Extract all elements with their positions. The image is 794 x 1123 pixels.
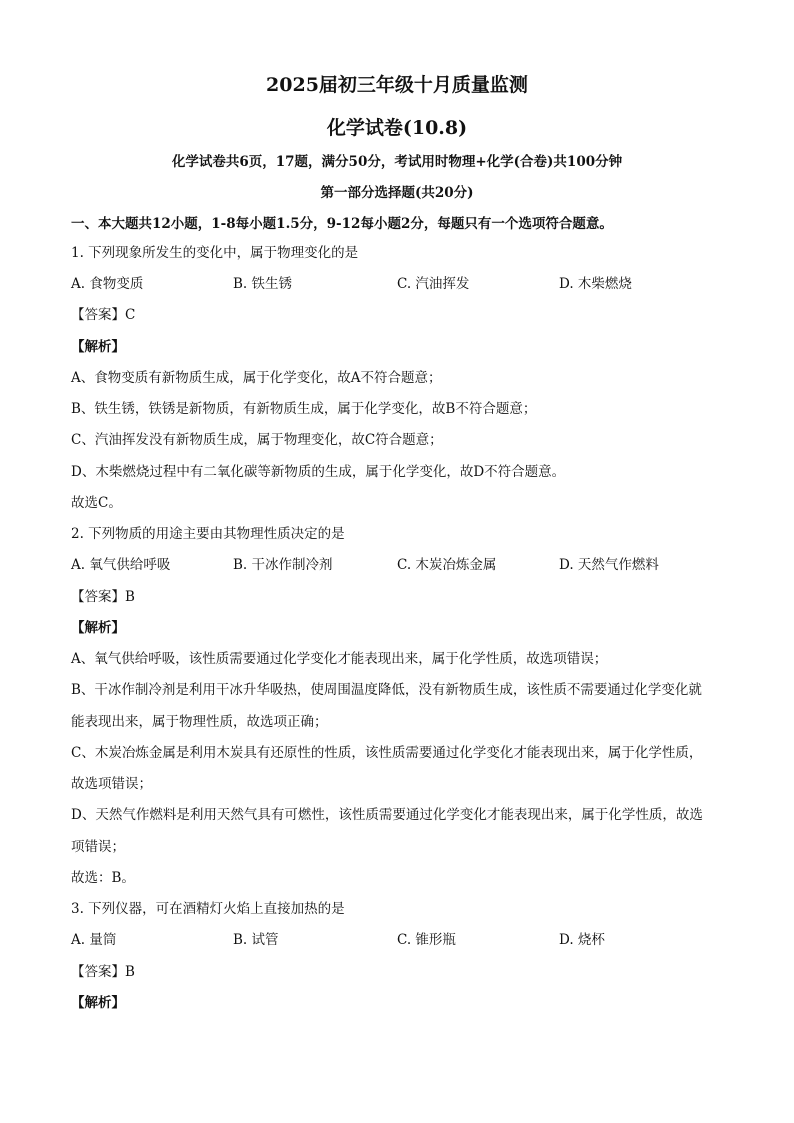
q2-analysis-line: B、干冰作制冷剂是利用干冰升华吸热，使周围温度降低，没有新物质生成，该性质不需要通过化学变化就 [71, 682, 702, 698]
q1-option-c: C. 汽油挥发 [397, 276, 470, 292]
q1-analysis-label: 【解析】 [71, 339, 125, 355]
q3-option-c: C. 锥形瓶 [397, 932, 456, 948]
q2-option-a: A. 氧气供给呼吸 [71, 557, 171, 573]
question-3-stem: 3. 下列仪器，可在酒精灯火焰上直接加热的是 [71, 901, 345, 917]
question-1-stem: 1. 下列现象所发生的变化中，属于物理变化的是 [71, 245, 359, 261]
q1-option-a: A. 食物变质 [71, 276, 144, 292]
part-heading: 第一部分选择题(共20分) [320, 185, 474, 201]
q2-analysis-line: 故选项错误； [71, 776, 152, 792]
section-heading: 一、本大题共12小题，1-8每小题1.5分，9-12每小题2分，每题只有一个选项符合题意。 [71, 216, 613, 232]
exam-info: 化学试卷共6页，17题，满分50分，考试用时物理+化学(合卷)共100分钟 [171, 154, 623, 170]
q1-option-d: D. 木柴燃烧 [559, 276, 632, 292]
q3-answer: 【答案】B [71, 964, 135, 980]
q1-analysis-line: B、铁生锈，铁锈是新物质，有新物质生成，属于化学变化，故B不符合题意； [71, 401, 537, 417]
q2-answer: 【答案】B [71, 589, 135, 605]
q2-analysis-label: 【解析】 [71, 620, 125, 636]
q1-analysis-line: A、食物变质有新物质生成，属于化学变化，故A不符合题意； [71, 370, 442, 386]
q2-analysis-line: 项错误； [71, 839, 125, 855]
q3-option-d: D. 烧杯 [559, 932, 605, 948]
q2-analysis-line: C、木炭冶炼金属是利用木炭具有还原性的性质，该性质需要通过化学变化才能表现出来，属于化学性质， [71, 745, 703, 761]
q2-option-d: D. 天然气作燃料 [559, 557, 659, 573]
exam-title: 2025届初三年级十月质量监测 [266, 74, 528, 96]
q3-option-a: A. 量筒 [71, 932, 117, 948]
exam-subject-title: 化学试卷(10.8) [326, 117, 468, 139]
question-2-stem: 2. 下列物质的用途主要由其物理性质决定的是 [71, 526, 345, 542]
q2-analysis-line: 能表现出来，属于物理性质，故选项正确； [71, 714, 328, 730]
q1-analysis-line: D、木柴燃烧过程中有二氧化碳等新物质的生成，属于化学变化，故D不符合题意。 [71, 464, 566, 480]
q1-answer: 【答案】C [71, 307, 136, 323]
q1-analysis-line: C、汽油挥发没有新物质生成，属于物理变化，故C符合题意； [71, 432, 443, 448]
q2-option-c: C. 木炭冶炼金属 [397, 557, 497, 573]
q2-conclusion: 故选：B。 [71, 870, 135, 886]
q1-option-b: B. 铁生锈 [233, 276, 293, 292]
q3-analysis-label: 【解析】 [71, 995, 125, 1011]
q2-option-b: B. 干冰作制冷剂 [233, 557, 333, 573]
q3-option-b: B. 试管 [233, 932, 279, 948]
q2-analysis-line: A、氧气供给呼吸，该性质需要通过化学变化才能表现出来，属于化学性质，故选项错误； [71, 651, 608, 667]
q2-analysis-line: D、天然气作燃料是利用天然气具有可燃性，该性质需要通过化学变化才能表现出来，属于化学性质，故选 [71, 807, 703, 823]
q1-conclusion: 故选C。 [71, 495, 122, 511]
